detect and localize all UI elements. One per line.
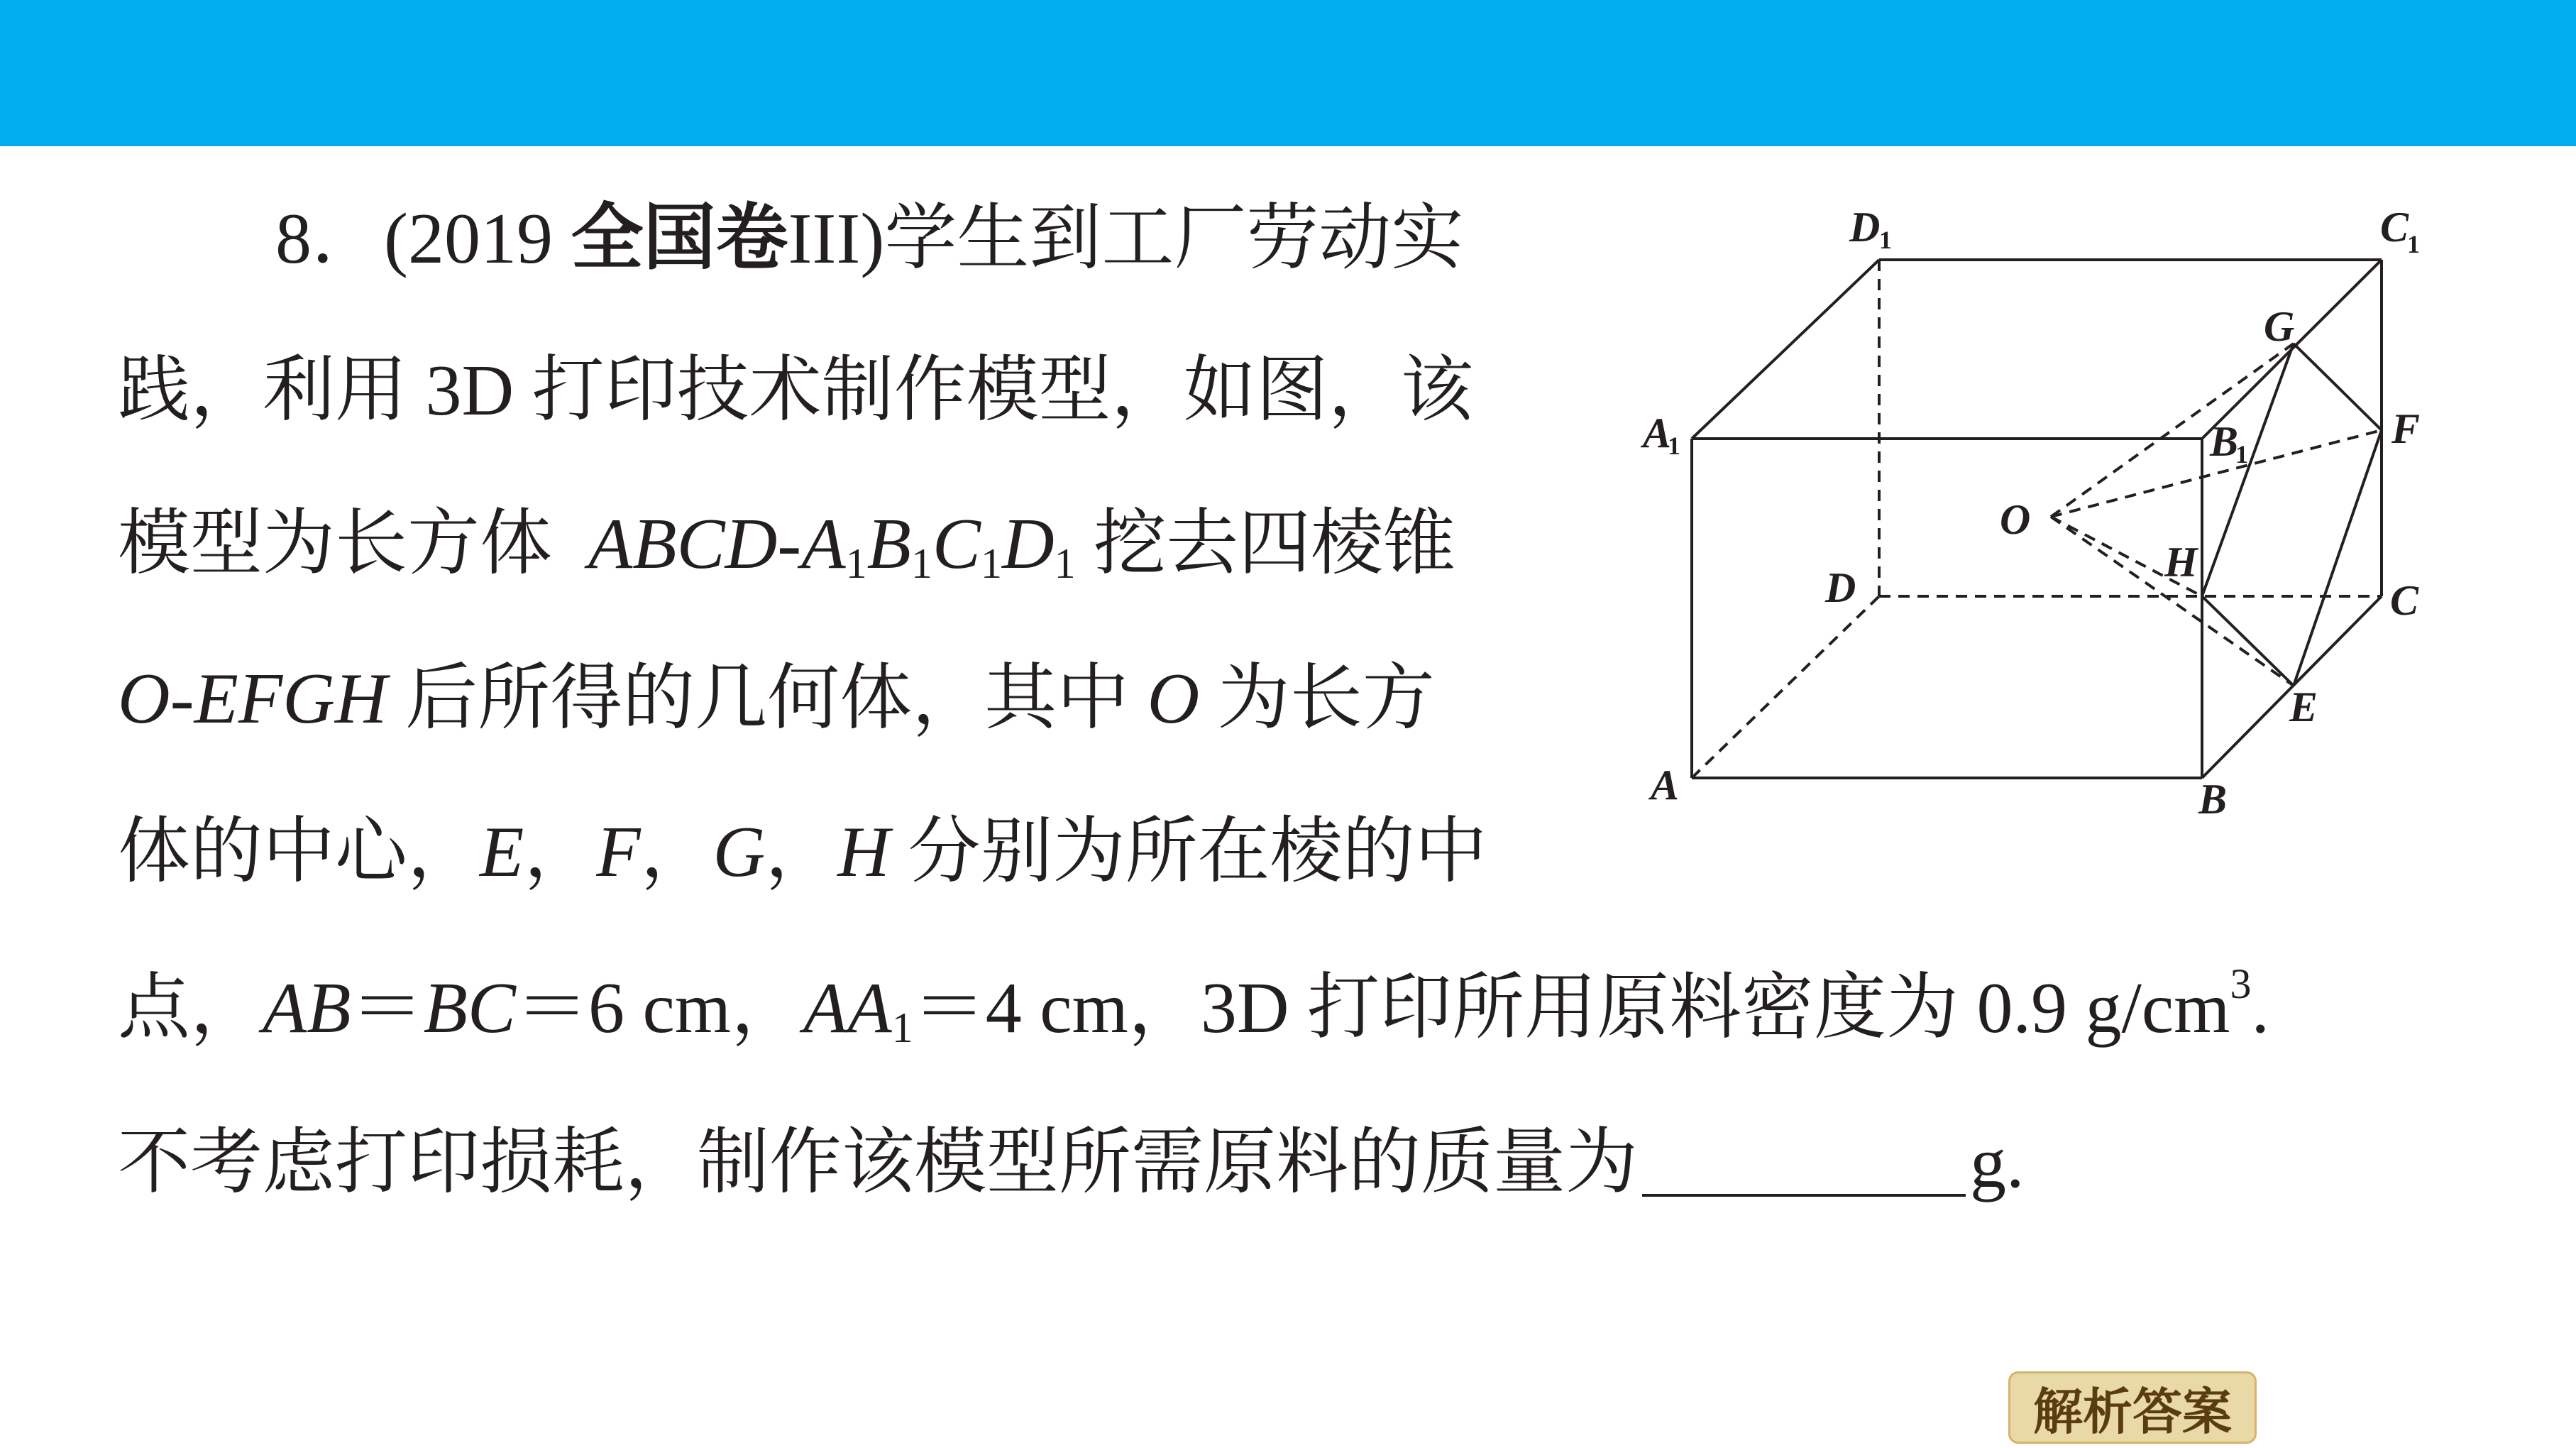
source-roman: III: [788, 199, 861, 279]
pyramid-name: O-EFGH: [118, 659, 387, 739]
line-1-text: 学生到工厂劳动实: [884, 199, 1464, 279]
label-d1-sub: 1: [1879, 226, 1892, 254]
edge-length-6: ＝6 cm，: [515, 968, 804, 1048]
edge-aa1: AA: [803, 968, 892, 1048]
model-d: D: [1001, 504, 1055, 584]
model-name: ABCD-A: [588, 504, 846, 584]
point-h: H: [837, 812, 890, 892]
label-o: O: [2000, 496, 2031, 543]
label-f: F: [2391, 405, 2421, 452]
source-close: ): [860, 199, 885, 279]
question-line-6: 点，AB＝BC＝6 cm，AA1＝4 cm，3D 打印所用原料密度为 0.9 g/cm3.: [118, 960, 2269, 1051]
period: .: [2251, 968, 2269, 1048]
label-d1: D: [1849, 204, 1881, 251]
label-a: A: [1651, 762, 1680, 808]
view-answer-button[interactable]: 解析答案: [2008, 1371, 2257, 1444]
label-c1-sub: 1: [2407, 230, 2420, 258]
top-banner: [0, 0, 2576, 146]
edge-ab: AB: [263, 968, 351, 1048]
label-e: E: [2289, 684, 2318, 730]
line-4-text-a: 后所得的几何体，其中: [405, 659, 1130, 739]
question-line-3: 模型为长方体 ABCD-A1B1C1D1 挖去四棱锥: [118, 504, 1456, 587]
line-3-text-a: 模型为长方体: [118, 504, 552, 584]
line-7-text: 不考虑打印损耗，制作该模型所需原料的质量为: [118, 1123, 1638, 1203]
question-line-4: [118, 659, 1435, 739]
line-4-text-b: 为长方: [1217, 659, 1435, 739]
answer-blank[interactable]: [1642, 1194, 1966, 1197]
cuboid-figure: [1625, 185, 2455, 823]
question-line-7: [118, 1123, 2025, 1203]
separator: ，: [524, 812, 597, 892]
model-c: C: [932, 504, 981, 584]
label-b1: B: [2210, 418, 2239, 465]
label-h: H: [2164, 539, 2198, 586]
label-c: C: [2390, 577, 2419, 624]
label-g: G: [2264, 303, 2295, 350]
center-o: O: [1147, 659, 1200, 739]
line-2-text: 践，利用 3D 打印技术制作模型，如图，该: [118, 351, 1473, 431]
unit-g: g.: [1970, 1123, 2025, 1203]
point-g: G: [712, 812, 766, 892]
label-a1-sub: 1: [1668, 432, 1680, 460]
point-e: E: [480, 812, 524, 892]
edge-bc: BC: [423, 968, 516, 1048]
line-5-text-b: 分别为所在棱的中: [908, 812, 1487, 892]
label-a1: A: [1643, 410, 1672, 456]
point-f: F: [596, 812, 641, 892]
question-line-2: [118, 351, 1473, 431]
line-5-text-a: 体的中心，: [118, 812, 480, 892]
density-text: ＝4 cm，3D 打印所用原料密度为 0.9 g/cm: [913, 968, 2230, 1048]
source-exam: 全国卷: [571, 199, 788, 279]
equals: ＝: [351, 968, 424, 1048]
label-d: D: [1825, 564, 1856, 611]
label-c1: C: [2380, 204, 2409, 251]
label-b: B: [2198, 776, 2228, 823]
source-open: (2019: [384, 199, 553, 279]
question-line-5: [118, 812, 1487, 892]
line-6-text-a: 点，: [118, 968, 263, 1048]
question-line-1: [275, 199, 1464, 279]
separator: ，: [640, 812, 713, 892]
label-b1-sub: 1: [2235, 440, 2248, 468]
question-number: 8．: [275, 199, 384, 279]
line-3-text-end: 挖去四棱锥: [1094, 504, 1456, 584]
model-b: B: [866, 504, 911, 584]
separator: ，: [765, 812, 838, 892]
